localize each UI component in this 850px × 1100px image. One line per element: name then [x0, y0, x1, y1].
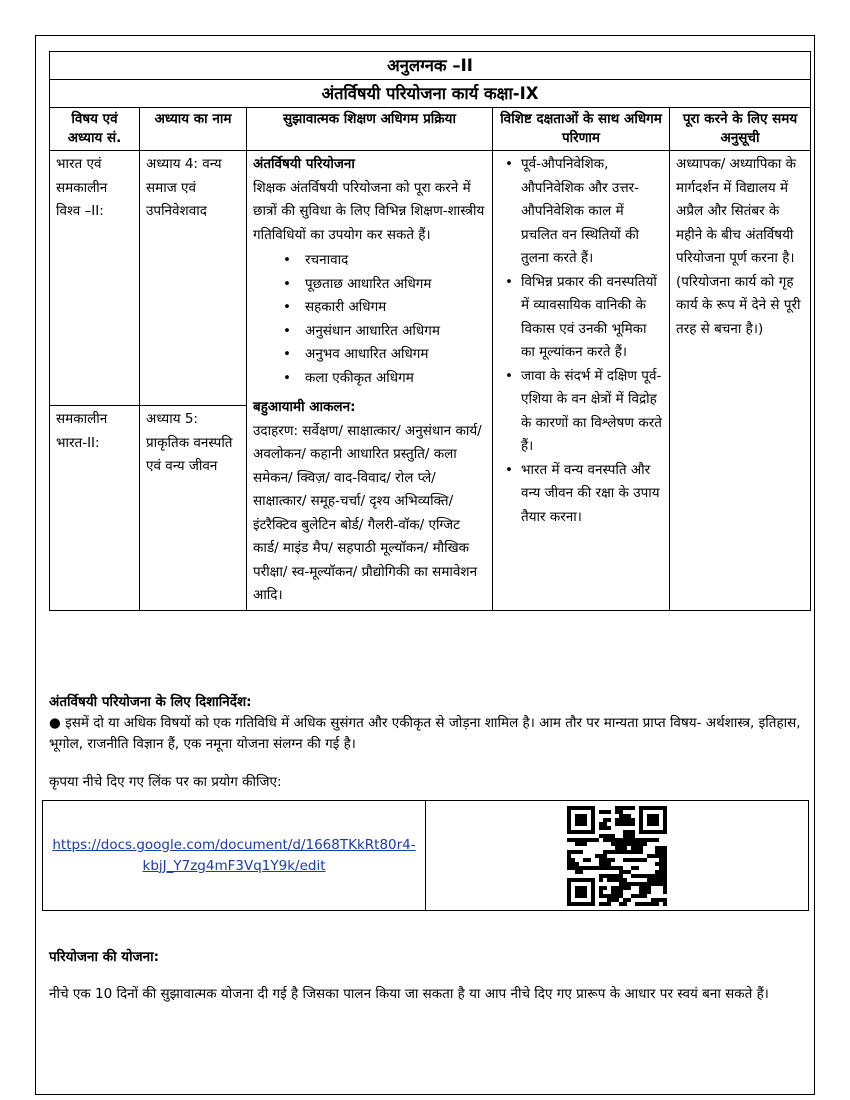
col-schedule-header: पूरा करने के लिए समय अनुसूची: [670, 108, 811, 151]
link-line-1[interactable]: https://docs.google.com/document/d/1668TKkRt80r4-: [52, 836, 416, 853]
assessment-text: उदाहरण: सर्वेक्षण/ साक्षात्कार/ अनुसंधान कार्य/ अवलोकन/ कहानी आधारित प्रस्तुति/ कला समेकन/ क्विज़/ वाद-विवाद/ रोल प्ले/ साक्षात्कार/ समूह-चर्चा/ दृश्य अभिव्यक्ति/ इंटरैक्टिव बुलेटिन बोर्ड/ गैलरी-वॉक/ एग्जिट कार्ड/ माइंड मैप/ सहपाठी मूल्यॉकन/ मौखिक परीक्षा/ स्व-मूल्यॉकन/ प्रौद्योगिकी का समावेशन आदि।: [253, 422, 482, 603]
outcomes-cell: [493, 151, 670, 611]
process-intro: शिक्षक अंतर्विषयी परियोजना को पूरा करने में छात्रों की सुविधा के लिए विभिन्न शिक्षण-शास्त्रीय गतिविधियों का उपयोग कर सकते हैं।: [253, 179, 485, 243]
table-title: अंतर्विषयी परियोजना कार्य कक्षा-IX: [50, 80, 811, 108]
list-item: • भारत में वन्य वनस्पति और वन्य जीवन की रक्षा के उपाय तैयार करना।: [521, 459, 663, 530]
col-process-header: सुझावात्मक शिक्षण अधिगम प्रक्रिया: [247, 108, 493, 151]
list-item: • अनुभव आधारित अधिगम: [305, 343, 486, 367]
col-chapter-header: अध्याय का नाम: [140, 108, 247, 151]
assessment-heading: बहुआयामी आकलन:: [253, 399, 356, 415]
col-subject-header: विषय एवं अध्याय सं.: [50, 108, 140, 151]
schedule-text: अध्यापक/ अध्यापिका के मार्गदर्शन में विद्यालय में अप्रैल और सितंबर के महीने के बीच अंतर्विषयी परियोजना पूर्ण करना है।: [676, 156, 796, 266]
list-item: • अनुसंधान आधारित अधिगम: [305, 320, 486, 344]
chapter-cell-1: अध्याय 4: वन्य समाज एवं उपनिवेशवाद: [140, 151, 247, 406]
chapter-cell-2: अध्याय 5: प्राकृतिक वनस्पति एवं वन्य जीवन: [140, 406, 247, 611]
schedule-note: (परियोजना कार्य को गृह कार्य के रूप में देने से पूरी तरह से बचना है।): [676, 273, 801, 337]
methods-list: [253, 249, 486, 390]
list-item: • विभिन्न प्रकार की वनस्पतियों में व्यावसायिक वानिकी के विकास एवं उनकी भूमिका का मूल्यांकन करते हैं।: [521, 271, 663, 365]
plan-text: नीचे एक 10 दिनों की सुझावात्मक योजना दी गई है जिसका पालन किया जा सकता है या आप नीचे दिए गए प्रारूप के आधार पर स्वयं बना सकते हैं।: [49, 986, 769, 1002]
list-item: • पूर्व-औपनिवेशिक, औपनिवेशिक और उत्तर-औपनिवेशिक काल में प्रचलित वन स्थितियों की तुलना करते हैं।: [521, 153, 663, 271]
link-cell: [43, 801, 426, 911]
outcomes-list: [499, 153, 663, 529]
annexure-title: अनुलग्नक –II: [50, 52, 811, 80]
link-instruction: कृपया नीचे दिए गए लिंक पर का प्रयोग कीजिए:: [49, 774, 282, 790]
list-item: • पूछताछ आधारित अधिगम: [305, 273, 486, 297]
col-outcomes-header: विशिष्ट दक्षताओं के साथ अधिगम परिणाम: [493, 108, 670, 151]
guidelines-section: [49, 692, 814, 755]
qr-cell: [426, 801, 809, 911]
guidelines-heading: अंतर्विषयी परियोजना के लिए दिशानिर्देश:: [49, 694, 252, 710]
schedule-cell: [670, 151, 811, 611]
link-line-2[interactable]: kbjJ_Y7zg4mF3Vq1Y9k/edit: [142, 857, 326, 874]
guidelines-bullet: ● इसमें दो या अधिक विषयों को एक गतिविधि में अधिक सुसंगत और एकीकृत से जोड़ना शामिल है। आम तौर पर मान्यता प्राप्त विषय- अर्थशास्त्र, इतिहास, भूगोल, राजनीति विज्ञान हैं, एक नमूना योजना संलग्न की गई है।: [49, 715, 801, 752]
link-box: [42, 800, 809, 911]
subject-cell-2: समकालीन भारत-II:: [50, 406, 140, 611]
subject-cell-1: भारत एवं समकालीन विश्व –II:: [50, 151, 140, 406]
process-cell: [247, 151, 493, 611]
document-link[interactable]: [44, 835, 424, 877]
list-item: • जावा के संदर्भ में दक्षिण पूर्व-एशिया के वन क्षेत्रों में विद्रोह के कारणों का विश्लेषण करते हैं।: [521, 365, 663, 459]
list-item: • रचनावाद: [305, 249, 486, 273]
list-item: • कला एकीकृत अधिगम: [305, 367, 486, 391]
plan-heading: परियोजना की योजना:: [49, 949, 160, 965]
qr-code-icon: [567, 806, 667, 906]
list-item: • सहकारी अधिगम: [305, 296, 486, 320]
project-table: [49, 51, 811, 611]
process-heading: अंतर्विषयी परियोजना: [253, 156, 355, 172]
